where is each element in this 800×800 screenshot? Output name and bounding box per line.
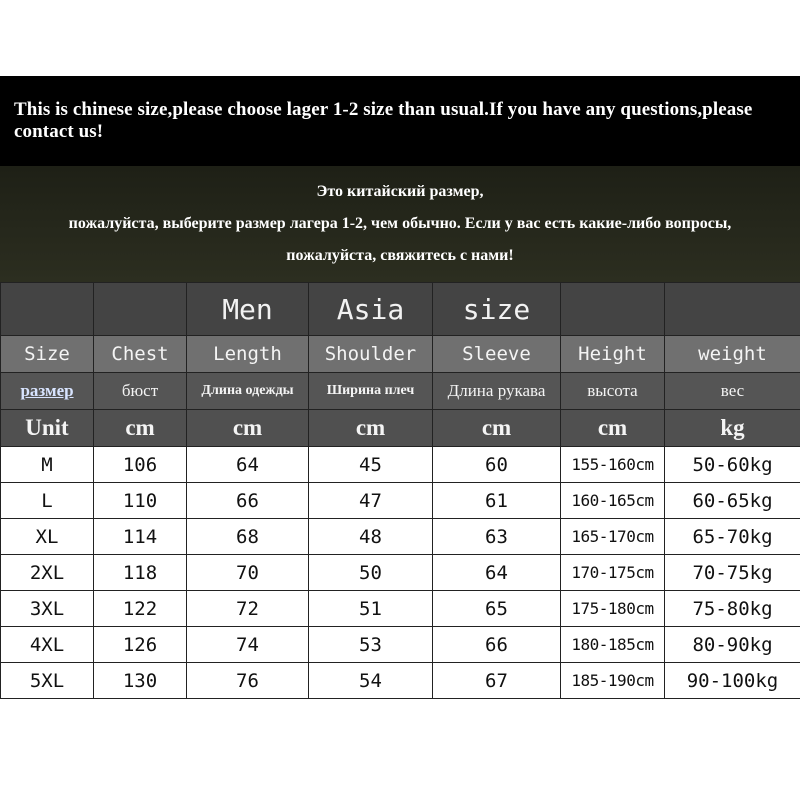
cell-weight: 65-70kg — [665, 519, 800, 555]
header-ru-weight: вес — [665, 373, 800, 410]
cell-sleeve: 63 — [433, 519, 561, 555]
header-size: Size — [1, 336, 94, 373]
cell-chest: 118 — [94, 555, 187, 591]
cell-length: 66 — [187, 483, 309, 519]
cell-size: XL — [1, 519, 94, 555]
cell-chest: 114 — [94, 519, 187, 555]
title-cell-men: Men — [187, 283, 309, 336]
size-chart-table — [0, 282, 800, 699]
table-row — [1, 483, 800, 519]
cell-height: 160-165cm — [561, 483, 665, 519]
cell-size: 3XL — [1, 591, 94, 627]
cell-weight: 75-80kg — [665, 591, 800, 627]
cell-length: 74 — [187, 627, 309, 663]
cell-shoulder: 53 — [309, 627, 433, 663]
table-row — [1, 519, 800, 555]
header-ru-shoulder: Ширина плеч — [309, 373, 433, 410]
unit-cell: cm — [187, 410, 309, 447]
cell-weight: 60-65kg — [665, 483, 800, 519]
cell-height: 185-190cm — [561, 663, 665, 699]
title-cell-size: size — [433, 283, 561, 336]
header-shoulder: Shoulder — [309, 336, 433, 373]
title-cell-empty — [665, 283, 800, 336]
table-row — [1, 447, 800, 483]
table-row — [1, 627, 800, 663]
cell-size: L — [1, 483, 94, 519]
title-cell-empty — [1, 283, 94, 336]
table-row — [1, 591, 800, 627]
cell-shoulder: 50 — [309, 555, 433, 591]
header-row-english — [1, 336, 800, 373]
cell-weight: 50-60kg — [665, 447, 800, 483]
cell-shoulder: 45 — [309, 447, 433, 483]
cell-height: 180-185cm — [561, 627, 665, 663]
cell-shoulder: 51 — [309, 591, 433, 627]
header-weight: weight — [665, 336, 800, 373]
table-title-row — [1, 283, 800, 336]
unit-cell: kg — [665, 410, 800, 447]
unit-cell: cm — [94, 410, 187, 447]
unit-label: Unit — [1, 410, 94, 447]
header-sleeve: Sleeve — [433, 336, 561, 373]
russian-notice-line-1: Это китайский размер, — [316, 183, 484, 200]
header-ru-size: размер — [1, 373, 94, 410]
cell-height: 175-180cm — [561, 591, 665, 627]
cell-size: 5XL — [1, 663, 94, 699]
cell-length: 68 — [187, 519, 309, 555]
cell-chest: 130 — [94, 663, 187, 699]
russian-notice-line-2: пожалуйста, выберите размер лагера 1-2, чем обычно. Если у вас есть какие-либо вопросы, — [68, 215, 732, 232]
cell-sleeve: 61 — [433, 483, 561, 519]
title-cell-asia: Asia — [309, 283, 433, 336]
cell-chest: 106 — [94, 447, 187, 483]
cell-size: 4XL — [1, 627, 94, 663]
english-notice-banner — [0, 76, 800, 166]
cell-length: 70 — [187, 555, 309, 591]
cell-shoulder: 47 — [309, 483, 433, 519]
cell-height: 155-160cm — [561, 447, 665, 483]
header-row-russian — [1, 373, 800, 410]
russian-notice-line-3: пожалуйста, свяжитесь с нами! — [286, 247, 514, 264]
cell-weight: 80-90kg — [665, 627, 800, 663]
cell-length: 76 — [187, 663, 309, 699]
cell-sleeve: 65 — [433, 591, 561, 627]
header-chest: Chest — [94, 336, 187, 373]
cell-height: 165-170cm — [561, 519, 665, 555]
cell-size: 2XL — [1, 555, 94, 591]
cell-size: M — [1, 447, 94, 483]
title-cell-empty — [94, 283, 187, 336]
cell-weight: 90-100kg — [665, 663, 800, 699]
header-length: Length — [187, 336, 309, 373]
unit-row — [1, 410, 800, 447]
unit-cell: cm — [433, 410, 561, 447]
cell-sleeve: 67 — [433, 663, 561, 699]
cell-chest: 122 — [94, 591, 187, 627]
title-cell-empty — [561, 283, 665, 336]
cell-sleeve: 64 — [433, 555, 561, 591]
cell-length: 64 — [187, 447, 309, 483]
russian-notice-banner — [0, 166, 800, 282]
header-ru-sleeve: Длина рукава — [433, 373, 561, 410]
cell-height: 170-175cm — [561, 555, 665, 591]
cell-chest: 110 — [94, 483, 187, 519]
english-notice-text: This is chinese size,please choose lager 1-2 size than usual.If you have any questions,please contact us! — [14, 99, 753, 142]
unit-cell: cm — [561, 410, 665, 447]
header-height: Height — [561, 336, 665, 373]
table-row — [1, 555, 800, 591]
cell-sleeve: 66 — [433, 627, 561, 663]
unit-cell: cm — [309, 410, 433, 447]
cell-weight: 70-75kg — [665, 555, 800, 591]
header-ru-chest: бюст — [94, 373, 187, 410]
cell-length: 72 — [187, 591, 309, 627]
cell-sleeve: 60 — [433, 447, 561, 483]
cell-shoulder: 48 — [309, 519, 433, 555]
header-ru-length: Длина одежды — [187, 373, 309, 410]
table-row — [1, 663, 800, 699]
cell-chest: 126 — [94, 627, 187, 663]
header-ru-height: высота — [561, 373, 665, 410]
cell-shoulder: 54 — [309, 663, 433, 699]
